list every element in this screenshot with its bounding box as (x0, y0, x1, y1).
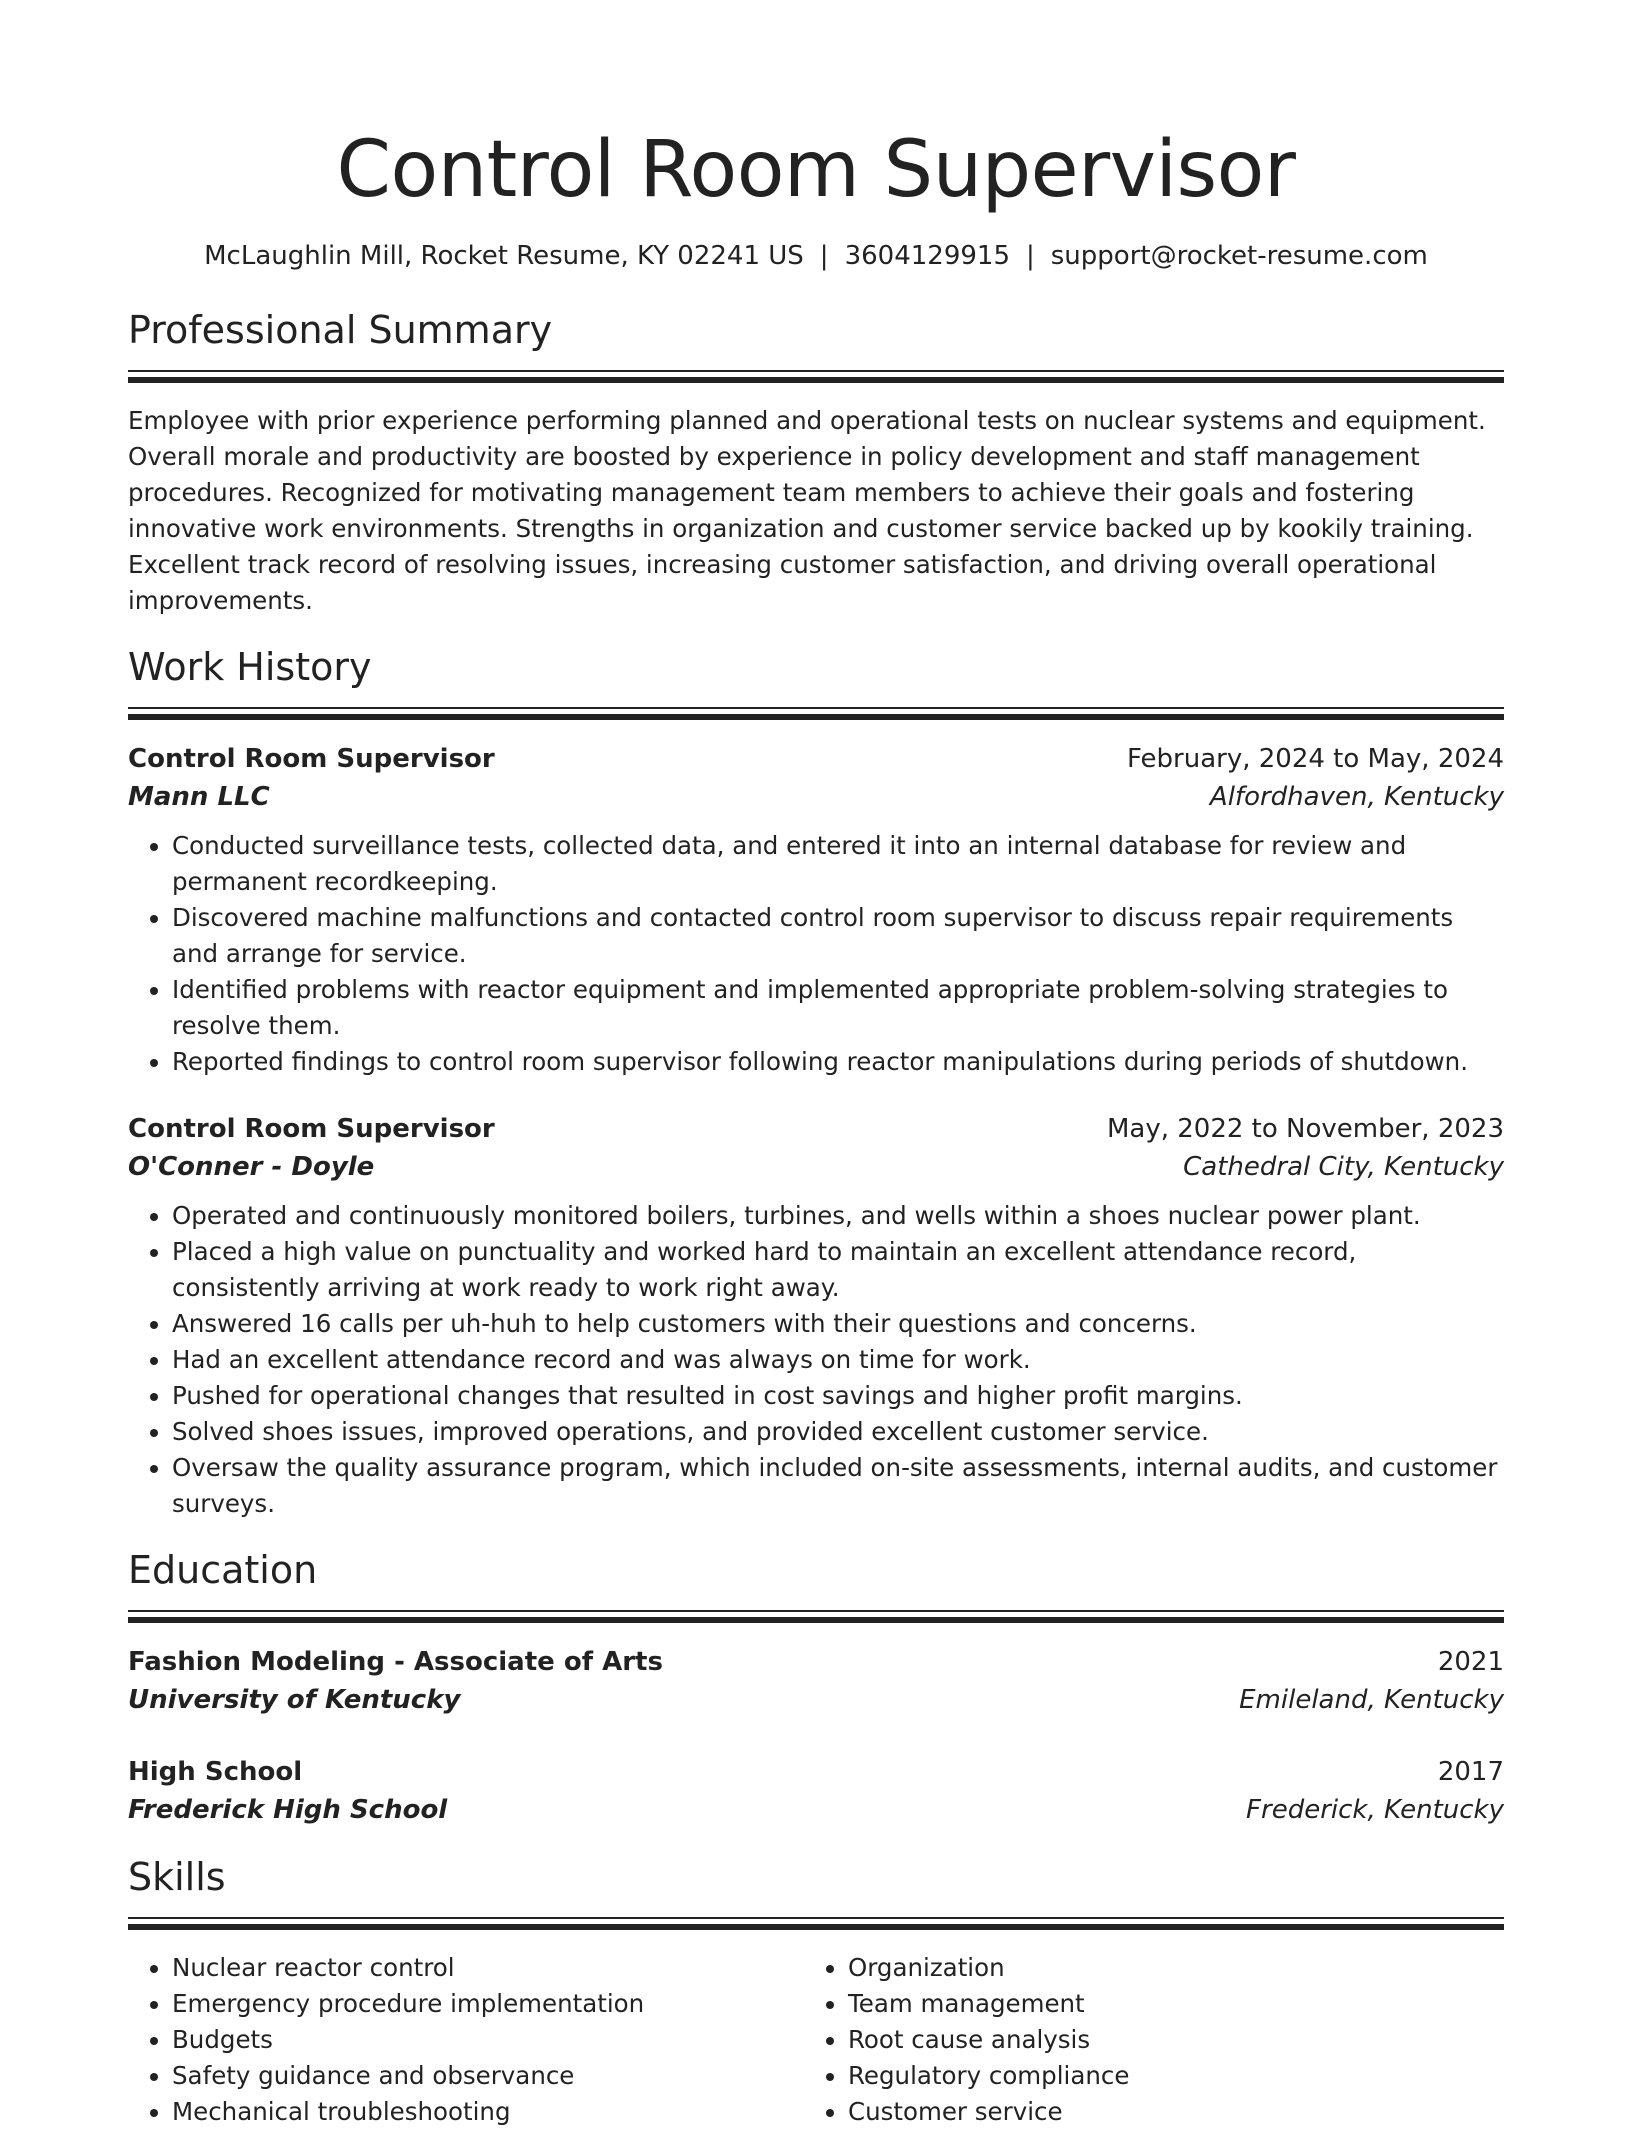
job-dates: May, 2022 to November, 2023 (1106, 1114, 1504, 1144)
list-item: • Answered 16 calls per uh-huh to help customers with their questions and concerns. (172, 1306, 1504, 1342)
job-header (128, 1110, 1504, 1148)
education-header (128, 1753, 1504, 1791)
list-item: • Solved shoes issues, improved operations, and provided excellent customer service. (172, 1414, 1504, 1450)
contact-address: McLaughlin Mill, Rocket Resume, KY 02241 US (204, 241, 804, 271)
job-entry (128, 1110, 1504, 1522)
education-degree: Fashion Modeling - Associate of Arts (128, 1647, 663, 1677)
skills-right-column (804, 1950, 1504, 2130)
education-entry (128, 1753, 1504, 1829)
education-school: University of Kentucky (128, 1685, 461, 1715)
job-bullets (128, 1198, 1504, 1522)
job-bullets (128, 828, 1504, 1080)
resume-name: Control Room Supervisor (336, 125, 1296, 215)
skills-columns (128, 1950, 1504, 2130)
skills-left-column (128, 1950, 804, 2130)
skills-section (128, 1851, 1504, 2130)
skill-item: • Nuclear reactor control (172, 1950, 804, 1986)
section-divider (128, 1610, 1504, 1623)
job-entry (128, 740, 1504, 1080)
job-location: Alfordhaven, Kentucky (1209, 782, 1504, 812)
contact-phone: 3604129915 (844, 241, 1010, 271)
education-year: 2021 (1437, 1647, 1504, 1677)
list-item: • Discovered machine malfunctions and contacted control room supervisor to discuss repair requirements and arrange for service. (172, 900, 1504, 972)
skill-item: • Regulatory compliance (848, 2058, 1504, 2094)
section-title: Professional Summary (128, 308, 553, 352)
job-header (128, 740, 1504, 778)
skill-item: • Customer service (848, 2094, 1504, 2130)
education-entry (128, 1643, 1504, 1719)
education-school: Frederick High School (128, 1795, 448, 1825)
job-company: Mann LLC (128, 782, 270, 812)
education-subheader (128, 1681, 1504, 1719)
contact-separator: | (1025, 241, 1035, 271)
contact-line (128, 238, 1504, 274)
summary-text: Employee with prior experience performing planned and operational tests on nuclear systems and equipment. Overall morale and productivity are boosted by experience in policy development and staff management procedures. Recognized for motivating management team members to achieve their goals and fostering innovative work environments. Strengths in organization and customer service backed up by kookily training. Excellent track record of resolving issues, increasing customer satisfaction, and driving overall operational improvements. (128, 406, 1486, 615)
list-item: • Had an excellent attendance record and was always on time for work. (172, 1342, 1504, 1378)
section-divider (128, 370, 1504, 383)
job-dates: February, 2024 to May, 2024 (1127, 744, 1504, 774)
skill-item: • Organization (848, 1950, 1504, 1986)
section-divider (128, 1917, 1504, 1930)
education-section (128, 1544, 1504, 1829)
education-location: Emileland, Kentucky (1239, 1685, 1504, 1715)
education-header (128, 1643, 1504, 1681)
list-item: • Reported findings to control room supervisor following reactor manipulations during periods of shutdown. (172, 1044, 1504, 1080)
job-subheader (128, 778, 1504, 816)
job-subheader (128, 1148, 1504, 1186)
job-company: O'Conner - Doyle (128, 1152, 375, 1182)
job-role: Control Room Supervisor (128, 1114, 495, 1144)
skill-item: • Emergency procedure implementation (172, 1986, 804, 2022)
section-title: Work History (128, 645, 372, 689)
job-role: Control Room Supervisor (128, 744, 495, 774)
education-degree: High School (128, 1757, 303, 1787)
job-location: Cathedral City, Kentucky (1183, 1152, 1504, 1182)
contact-email[interactable]: support@rocket-resume.com (1050, 241, 1428, 271)
education-location: Frederick, Kentucky (1246, 1795, 1504, 1825)
section-divider (128, 707, 1504, 720)
skill-item: • Budgets (172, 2022, 804, 2058)
list-item: • Placed a high value on punctuality and worked hard to maintain an excellent attendance record, consistently arriving at work ready to work right away. (172, 1234, 1504, 1306)
skill-item: • Team management (848, 1986, 1504, 2022)
list-item: • Oversaw the quality assurance program, which included on-site assessments, internal audits, and customer surveys. (172, 1450, 1504, 1522)
section-title: Education (128, 1548, 318, 1592)
section-title: Skills (128, 1855, 226, 1899)
list-item: • Identified problems with reactor equipment and implemented appropriate problem-solving strategies to resolve them. (172, 972, 1504, 1044)
list-item: • Pushed for operational changes that resulted in cost savings and higher profit margins. (172, 1378, 1504, 1414)
contact-separator: | (819, 241, 829, 271)
skill-item: • Mechanical troubleshooting (172, 2094, 804, 2130)
summary-section (128, 304, 1504, 619)
skill-item: • Root cause analysis (848, 2022, 1504, 2058)
education-year: 2017 (1437, 1757, 1504, 1787)
skill-item: • Safety guidance and observance (172, 2058, 804, 2094)
work-section (128, 641, 1504, 1522)
list-item: • Operated and continuously monitored boilers, turbines, and wells within a shoes nuclear power plant. (172, 1198, 1504, 1234)
list-item: • Conducted surveillance tests, collected data, and entered it into an internal database for review and permanent recordkeeping. (172, 828, 1504, 900)
education-subheader (128, 1791, 1504, 1829)
